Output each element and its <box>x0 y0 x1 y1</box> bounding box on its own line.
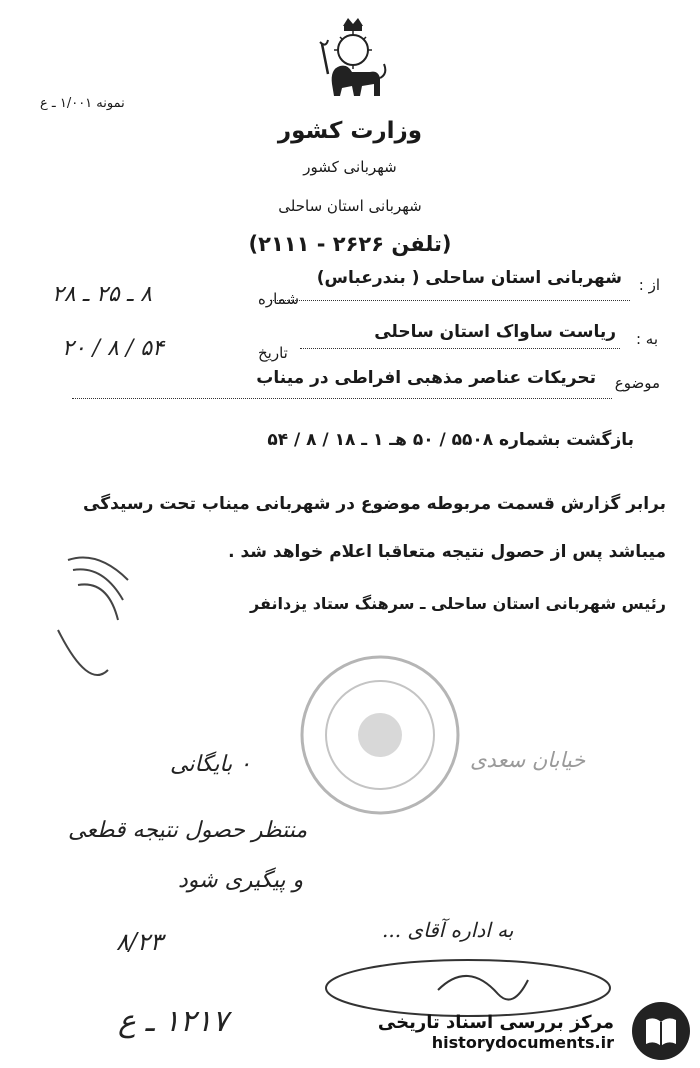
subject-label: موضوع <box>614 374 660 392</box>
subject-value: تحریکات عناصر مذهبی افراطی در میناب <box>256 368 596 388</box>
site-url[interactable]: historydocuments.ir <box>431 1033 614 1052</box>
sub-department-name: شهربانی استان ساحلی <box>278 197 422 215</box>
from-dotted-line <box>270 300 630 301</box>
from-value: شهربانی استان ساحلی ( بندرعباس) <box>316 268 622 288</box>
handwritten-referral: به اداره آقای ... <box>382 918 514 942</box>
to-value: ریاست ساواک استان ساحلی <box>374 322 616 342</box>
date-label: تاریخ <box>258 344 288 362</box>
margin-scribble <box>38 540 158 700</box>
document-code: ۱۲۱۷ ـ ع <box>118 1004 229 1039</box>
body-line-1: برابر گزارش قسمت مربوطه موضوع در شهربانی میناب تحت رسیدگی <box>83 494 666 514</box>
number-value: ۸ ـ ۲۵ ـ ۲۸ <box>52 282 152 307</box>
lion-and-sun-emblem <box>318 14 388 106</box>
handwritten-note-1: ۰ بایگانی <box>170 752 252 777</box>
round-stamp <box>290 650 470 820</box>
handwritten-note-2: منتظر حصول نتیجه قطعی <box>68 818 308 843</box>
reference-line: بازگشت بشماره ۵۵۰۸ / ۵۰ هـ ۱ ـ ۱۸ / ۸ / ۵۴ <box>267 430 634 450</box>
form-number: نمونه ۱/۰۰۱ ـ ع <box>40 96 125 111</box>
footer-watermark <box>378 1012 614 1052</box>
ministry-title: وزارت کشور <box>277 118 423 144</box>
department-name: شهربانی کشور <box>303 158 397 176</box>
stamp-handwritten-note: خیابان سعدی <box>470 748 586 772</box>
handwritten-date: ۸/۲۳ <box>116 928 163 956</box>
site-name-fa: مرکز بررسی اسناد تاریخی <box>377 1012 614 1033</box>
signature-line: رئیس شهربانی استان ساحلی ـ سرهنگ ستاد یزدانفر <box>249 594 666 613</box>
body-line-2: میباشد پس از حصول نتیجه متعاقبا اعلام خواهد شد . <box>228 542 666 562</box>
handwritten-note-3: و پیگیری شود <box>178 868 304 893</box>
to-dotted-line <box>300 348 620 349</box>
subject-dotted-line <box>72 398 612 399</box>
number-label: شماره <box>258 290 299 308</box>
date-value: ۲۰ / ۸ / ۵۴ <box>62 336 164 361</box>
phone-number: (تلفن ۲۶۲۶ - ۲۱۱۱) <box>248 232 452 256</box>
archive-logo-icon <box>630 1000 692 1062</box>
to-label: به : <box>635 330 658 348</box>
from-label: از : <box>638 276 660 294</box>
